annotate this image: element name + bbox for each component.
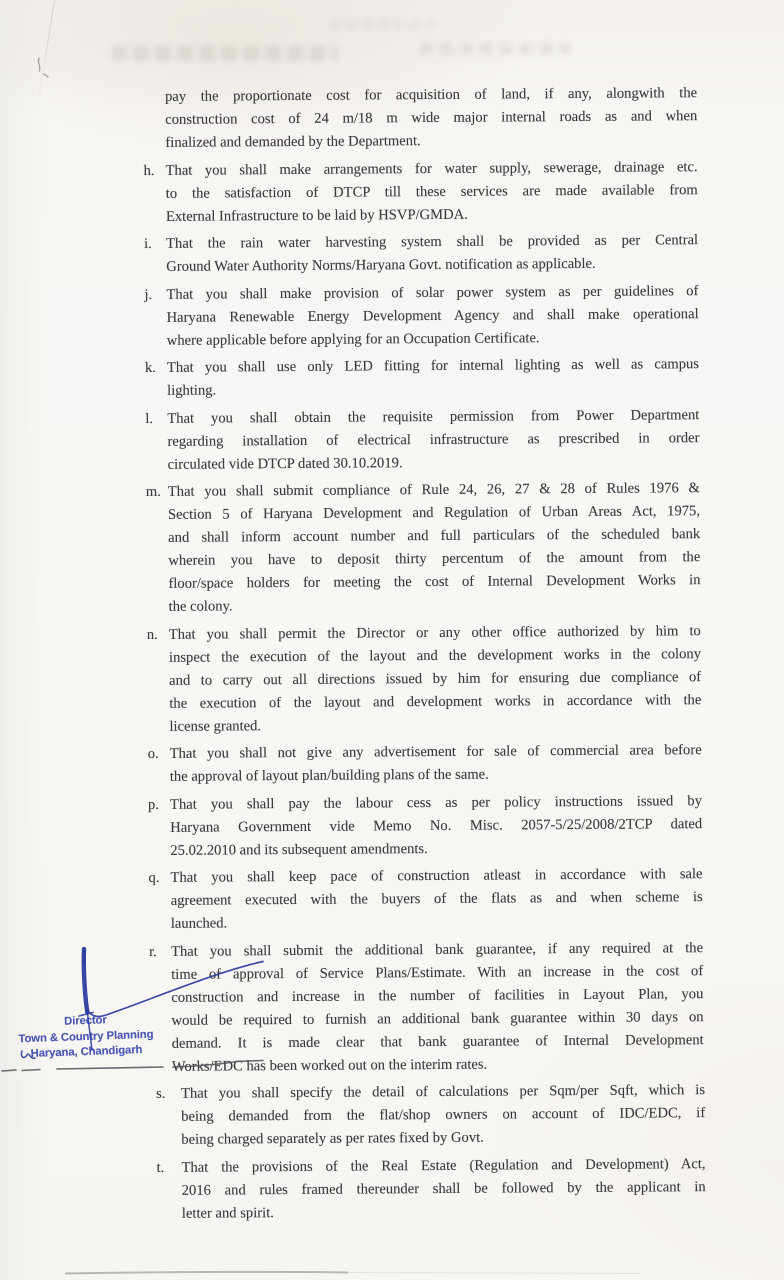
clause-text [166,280,698,353]
clause-line: wherein you have to deposit thirty percentum of the amount from the [168,549,701,569]
clause-line: time of approval of Service Plans/Estimate. With an increase in the cost of [171,962,704,983]
clause-paragraph [144,229,704,279]
clause-line: being charged separately as per rates fixed by Govt. [181,1129,484,1148]
clause-letter: q. [148,869,160,886]
clause-line: 2016 and rules framed thereunder shall be followed by the applicant in [181,1178,706,1199]
clause-line: That you shall keep pace of construction atleast in accordance with sale [170,866,703,886]
clause-line: That you shall not give any advertisement for sale of commercial area before [169,742,702,762]
clause-letter: p. [147,796,160,813]
clause-line: launched. [170,915,228,932]
page-bottom-edge [65,1272,640,1274]
clause-line: construction and increase in the number of facilities in Layout Plan, you [171,985,704,1006]
clause-paragraph [148,863,708,936]
bleed-through-smudge [420,42,570,55]
clause-line: being demanded from the flat/shop owners on account of IDC/EDC, if [181,1105,706,1125]
clause-paragraph [147,620,708,739]
clause-line: Section 5 of Haryana Development and Regulation of Urban Areas Act, 1975, [167,503,701,523]
clause-text [166,229,698,279]
clause-line: finalized and demanded by the Department. [165,133,421,151]
director-stamp [15,1012,157,1063]
clause-text [170,863,702,936]
clause-line: That you shall use only LED fitting for internal lighting as well as campus [166,356,700,376]
clause-text [181,1153,705,1226]
clause-letter: s. [155,1085,166,1102]
clause-line: That you shall obtain the requisite permission from Power Department [167,406,700,427]
clause-line: Haryana Renewable Energy Development Agency and shall make operational [166,305,699,326]
clause-line: to the satisfaction of DTCP till these services are made available from [165,181,698,202]
clause-line: That you shall make arrangements for water supply, sewerage, drainage etc. [165,158,698,179]
clause-line: and to carry out all directions issued by him for ensuring due compliance of [169,668,702,689]
clause-line: regarding installation of electrical infrastructure as prescribed in order [167,429,700,450]
bleed-through-smudge [330,20,435,29]
clause-line: letter and spirit. [181,1204,274,1222]
clause-text [169,620,702,739]
clause-letter: i. [144,235,152,252]
clause-letter: o. [147,745,159,762]
clause-line: license granted. [169,717,262,735]
page-edge-shadow [35,0,56,122]
clause-paragraph [150,1153,710,1226]
clause-paragraph [148,790,708,863]
clause-paragraph [144,280,704,353]
clause-line: the colony. [168,598,233,615]
clause-line: floor/space holders for meeting the cost of Internal Development Works in [168,572,701,592]
clause-letter: j. [144,286,153,303]
clause-line: That the rain water harvesting system shall be provided as per Central [166,232,699,252]
clause-letter [143,86,165,155]
clause-text [181,1079,705,1152]
clause-line: 25.02.2010 and its subsequent amendments. [170,840,428,859]
clause-paragraph [150,1079,710,1152]
clause-letter: t. [156,1159,165,1176]
clause-line: the approval of layout plan/building plans of the same. [169,766,489,785]
clause-line: would be required to furnish an additional bank guarantee within 30 days on [171,1008,704,1029]
clause-line: agreement executed with the buyers of the flats as and when scheme is [170,889,703,909]
clause-text [171,937,704,1079]
clause-line: Works/EDC has been worked out on the interim rates. [171,1056,488,1075]
clause-text [166,156,698,229]
clause-letter: h. [143,162,155,179]
clause-letter: n. [146,626,158,643]
clause-paragraph [143,82,703,155]
stamp-line-title: Director [63,1014,107,1028]
clause-text [170,790,702,863]
clause-paragraph [145,353,705,403]
clause-text [167,404,699,477]
clause-line: pay the proportionate cost for acquisition of land, if any, alongwith the [165,85,698,105]
clause-line: lighting. [167,382,217,399]
clause-paragraph [145,404,705,477]
clause-letter: k. [144,359,156,376]
clause-paragraph [146,477,707,619]
clause-line: That you shall pay the labour cess as per policy instructions issued by [169,792,703,813]
clause-paragraph [144,156,704,229]
clause-line: Haryana Government vide Memo No. Misc. 2057-5/25/2008/2TCP dated [170,815,703,836]
clause-line: That the provisions of the Real Estate (Regulation and Development) Act, [181,1155,706,1176]
clause-line: That you shall submit compliance of Rule 24, 26, 27 & 28 of Rules 1976 & [167,480,700,500]
bleed-through-smudge [112,46,337,61]
clause-line: demand. It is made clear that bank guarantee of Internal Development [171,1031,704,1052]
pen-line [57,1067,163,1069]
clause-text [165,82,697,155]
clause-text [168,477,701,619]
clause-line: where applicable before applying for an Occupation Certificate. [166,329,540,349]
signature-stroke [84,949,88,1012]
clause-line: construction cost of 24 m/18 m wide major internal roads as and when [165,108,698,128]
clause-line: circulated vide DTCP dated 30.10.2019. [167,454,403,473]
stamp-line-department: Town & Country Planning [18,1028,154,1045]
stamp-line-location: Haryana, Chandigarh [30,1044,143,1060]
clause-line: That you shall submit the additional bank guarantee, if any required at the [170,939,704,960]
clause-text [167,353,699,403]
pen-dash [2,1070,16,1071]
clause-text [170,739,702,789]
clause-line: Ground Water Authority Norms/Haryana Govt. notification as applicable. [166,255,596,275]
document-body [143,82,711,1225]
clause-line: and shall inform account number and full particulars of the scheduled bank [168,526,701,546]
pen-dash [22,1070,40,1071]
clause-letter: l. [145,410,154,427]
clause-letter: r. [148,943,157,960]
clause-paragraph [148,739,708,789]
clause-line: That you shall make provision of solar power system as per guidelines of [166,282,699,303]
clause-paragraph [149,937,710,1079]
clause-line: inspect the execution of the layout and the development works in the colony [168,645,702,666]
clause-line: the execution of the layout and development works in accordance with the [169,691,702,712]
clause-line: That you shall specify the detail of calculations per Sqm/per Sqft, which is [180,1082,706,1102]
clause-line: External Infrastructure to be laid by HSVP/GMDA. [165,206,468,225]
clause-line: That you shall permit the Director or any other office authorized by him to [168,622,701,643]
clause-letter: m. [145,483,161,500]
